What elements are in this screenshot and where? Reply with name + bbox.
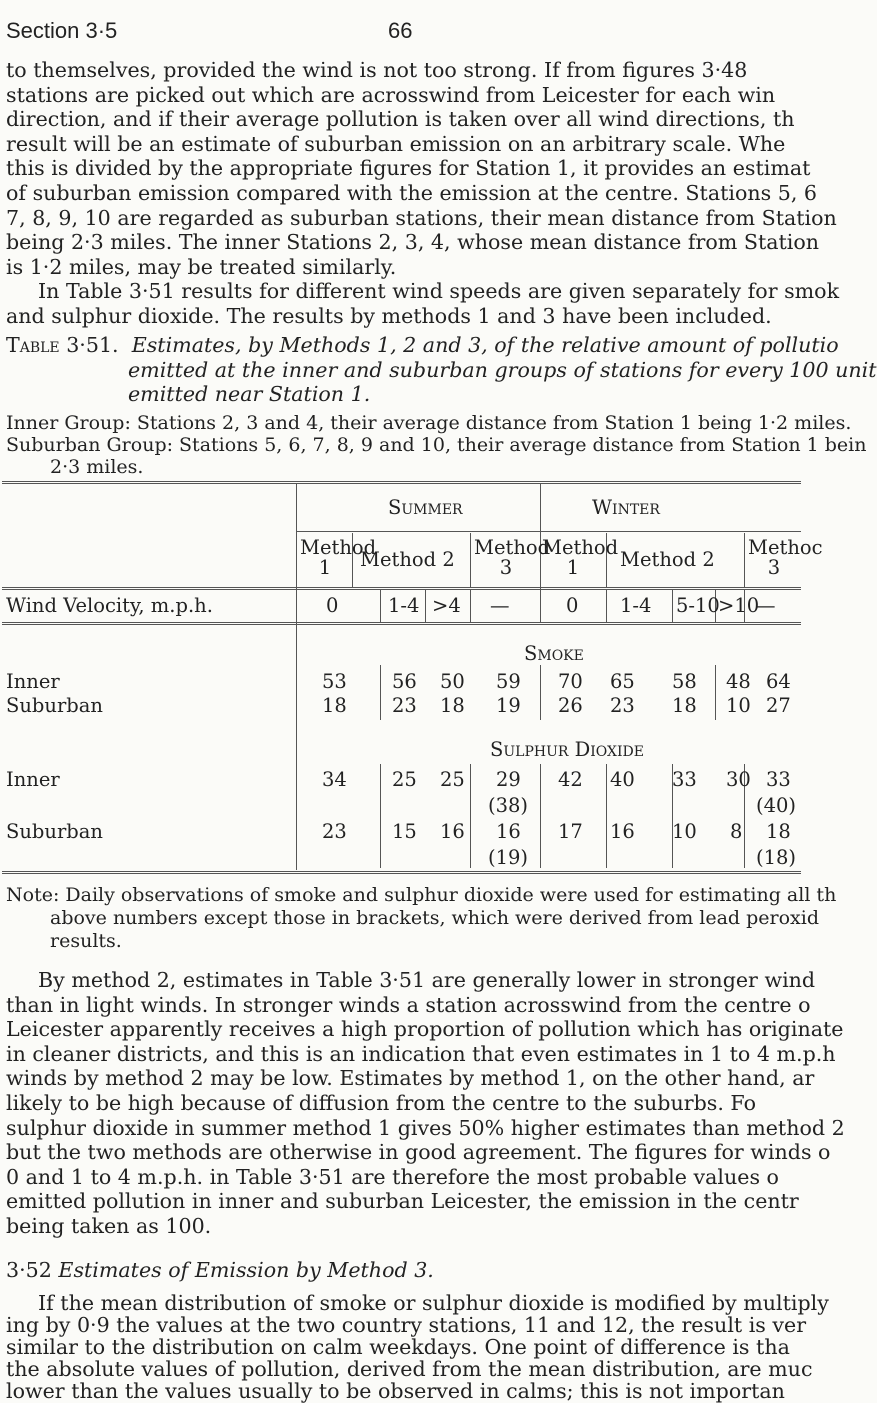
final-line: ing by 0·9 the values at the two country stations, 11 and 12, the result is ver: [6, 1313, 807, 1337]
page-number: 66: [388, 18, 413, 43]
intro-line: is 1·2 miles, may be treated similarly.: [6, 254, 397, 279]
group-line: 2·3 miles.: [50, 456, 144, 478]
body-line: sulphur dioxide in summer method 1 gives 50% higher estimates than method 2: [6, 1115, 845, 1140]
so2-heading: Sulphur Dioxide: [490, 738, 644, 761]
table-cell: 26: [558, 694, 583, 717]
intro-line: In Table 3·51 results for different wind speeds are given separately for smok: [38, 279, 840, 304]
table-cell: 15: [392, 820, 417, 843]
body-line: By method 2, estimates in Table 3·51 are generally lower in stronger wind: [38, 968, 816, 992]
table-cell: 18: [766, 820, 791, 843]
table-cell: 25: [440, 768, 465, 791]
final-line: similar to the distribution on calm weekdays. One point of difference is tha: [6, 1335, 790, 1359]
season-winter: Winter: [592, 496, 660, 519]
final-line: If the mean distribution of smoke or sulphur dioxide is modified by multiply: [38, 1291, 829, 1315]
group-line: Suburban Group: Stations 5, 6, 7, 8, 9 and 10, their average distance from Station 1 bein: [6, 434, 867, 456]
table-caption-line: Estimates, by Methods 1, 2 and 3, of the relative amount of pollutio: [131, 333, 839, 357]
method-2-winter: Method 2: [620, 548, 715, 571]
subsection-heading: [6, 1258, 434, 1283]
table-cell: 25: [392, 768, 417, 791]
body-line: Leicester apparently receives a high proportion of pollution which has originate: [6, 1017, 844, 1042]
so2-suburban-label: Suburban: [6, 820, 103, 843]
table-cell: 65: [610, 670, 635, 693]
note-line: Note: Daily observations of smoke and sulphur dioxide were used for estimating all th: [6, 884, 837, 906]
table-cell: 48: [726, 670, 751, 693]
intro-line: result will be an estimate of suburban emission on an arbitrary scale. Whe: [6, 131, 786, 156]
body-line: winds by method 2 may be low. Estimates by method 1, on the other hand, ar: [6, 1066, 815, 1091]
table-cell: 18: [672, 694, 697, 717]
table-cell: 50: [440, 670, 465, 693]
body-line: 0 and 1 to 4 m.p.h. in Table 3·51 are therefore the most probable values o: [6, 1164, 779, 1189]
body-line: in cleaner districts, and this is an indication that even estimates in 1 to 4 m.p.h: [6, 1041, 836, 1066]
method-2-summer: Method 2: [360, 548, 455, 571]
wind-winter-1-4: 1-4: [620, 594, 652, 617]
table-cell: 42: [558, 768, 583, 791]
final-line: lower than the values usually to be observed in calms; this is not importan: [6, 1379, 785, 1403]
wind-summer-dash: —: [490, 594, 510, 617]
final-line: the absolute values of pollution, derived from the mean distribution, are muc: [6, 1357, 813, 1381]
table-cell: 17: [558, 820, 583, 843]
intro-line: and sulphur dioxide. The results by methods 1 and 3 have been included.: [6, 303, 772, 328]
table-cell: 10: [672, 820, 697, 843]
wind-winter-gt10: >10: [718, 594, 760, 617]
table-cell-bracket: (18): [756, 846, 797, 869]
table-cell: 40: [610, 768, 635, 791]
table-cell: 64: [766, 670, 791, 693]
final-paragraph: [6, 1292, 829, 1402]
body-line: likely to be high because of diffusion from the centre to the suburbs. Fo: [6, 1090, 756, 1115]
table-cell: 59: [496, 670, 521, 693]
body-line: but the two methods are otherwise in good agreement. The figures for winds o: [6, 1140, 831, 1165]
table-cell: 33: [766, 768, 791, 791]
smoke-inner-label: Inner: [6, 670, 60, 693]
wind-summer-0: 0: [326, 594, 339, 617]
table-cell: 53: [322, 670, 347, 693]
table-cell: 23: [610, 694, 635, 717]
table-cell: 23: [322, 820, 347, 843]
note-line: results.: [50, 930, 122, 952]
table-cell: 18: [440, 694, 465, 717]
wind-velocity-label: Wind Velocity, m.p.h.: [6, 594, 213, 617]
table-caption-line: emitted near Station 1.: [128, 382, 371, 407]
wind-winter-dash: —: [756, 594, 776, 617]
smoke-heading: Smoke: [524, 642, 584, 665]
wind-winter-0: 0: [566, 594, 579, 617]
wind-winter-5-10: 5-10: [676, 594, 720, 617]
table-cell: 16: [440, 820, 465, 843]
note-line: above numbers except those in brackets, which were derived from lead peroxid: [50, 907, 819, 929]
intro-paragraph: [6, 58, 839, 329]
group-definitions: [6, 412, 866, 478]
table-cell: 30: [726, 768, 751, 791]
intro-line: stations are picked out which are acrosswind from Leicester for each win: [6, 82, 776, 107]
intro-line: to themselves, provided the wind is not too strong. If from figures 3·48: [6, 58, 748, 82]
body-paragraph: [6, 968, 845, 1239]
wind-summer-gt4: >4: [432, 594, 461, 617]
smoke-suburban-label: Suburban: [6, 694, 103, 717]
table-caption: [6, 333, 877, 407]
table-caption-line: emitted at the inner and suburban groups of stations for every 100 unit: [128, 357, 877, 382]
table-cell: 29: [496, 768, 521, 791]
table-cell: 34: [322, 768, 347, 791]
table-cell: 58: [672, 670, 697, 693]
intro-line: 7, 8, 9, 10 are regarded as suburban stations, their mean distance from Station: [6, 205, 837, 230]
so2-inner-label: Inner: [6, 768, 60, 791]
body-line: emitted pollution in inner and suburban Leicester, the emission in the centr: [6, 1189, 799, 1214]
intro-line: this is divided by the appropriate figures for Station 1, it provides an estimat: [6, 156, 811, 181]
method-3-summer: Method 3: [474, 536, 551, 579]
subsection-number: 3·52: [6, 1258, 52, 1282]
method-3-winter: Methoc 3: [748, 536, 823, 579]
table-cell: 56: [392, 670, 417, 693]
subsection-title: Estimates of Emission by Method 3.: [58, 1258, 434, 1282]
table-cell: 70: [558, 670, 583, 693]
table-caption-label: Table 3·51.: [6, 333, 119, 357]
table-cell-bracket: (19): [488, 846, 529, 869]
intro-line: of suburban emission compared with the emission at the centre. Stations 5, 6: [6, 180, 818, 205]
section-header: Section 3·5: [6, 18, 118, 43]
table-cell: 23: [392, 694, 417, 717]
table-cell: 27: [766, 694, 791, 717]
table-cell: 8: [730, 820, 743, 843]
table-cell: 18: [322, 694, 347, 717]
intro-line: being 2·3 miles. The inner Stations 2, 3, 4, whose mean distance from Station: [6, 230, 820, 255]
table-cell: 16: [496, 820, 521, 843]
body-line: being taken as 100.: [6, 1213, 212, 1238]
body-line: than in light winds. In stronger winds a station acrosswind from the centre o: [6, 992, 811, 1017]
intro-line: direction, and if their average pollution is taken over all wind directions, th: [6, 107, 795, 132]
table-cell: 33: [672, 768, 697, 791]
table-cell: 10: [726, 694, 751, 717]
season-summer: Summer: [388, 496, 463, 519]
table-cell: 19: [496, 694, 521, 717]
method-1-winter: Method 1: [542, 536, 619, 579]
table-note: [6, 884, 836, 953]
group-line: Inner Group: Stations 2, 3 and 4, their average distance from Station 1 being 1·2 miles.: [6, 412, 852, 434]
table-cell-bracket: (38): [488, 794, 529, 817]
table-cell-bracket: (40): [756, 794, 797, 817]
method-1-summer: Method 1: [300, 536, 377, 579]
wind-summer-1-4: 1-4: [388, 594, 420, 617]
table-cell: 16: [610, 820, 635, 843]
